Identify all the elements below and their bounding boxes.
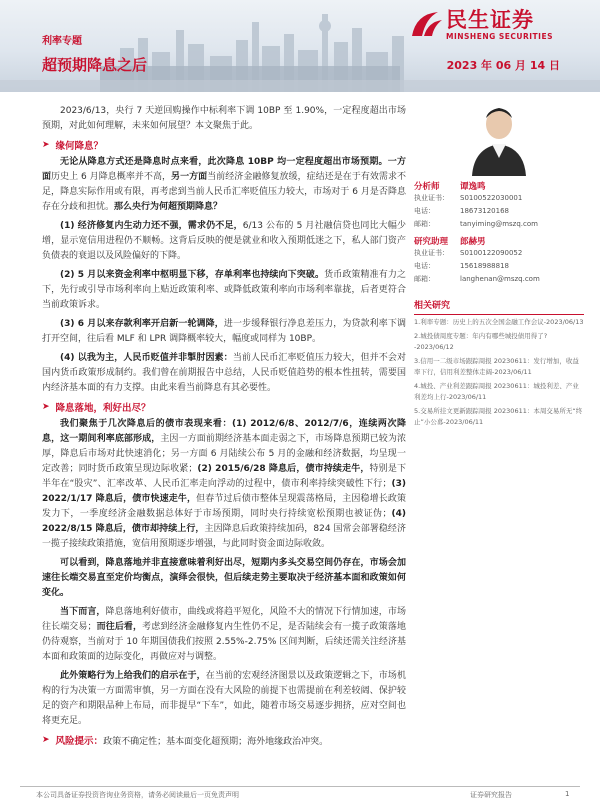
text: 降息落地利好债市，曲线或将趋平短化，风险不大的情况下行情加速，市场往长端交易； <box>42 607 406 632</box>
analyst-header <box>414 180 584 192</box>
company-logo <box>380 4 580 48</box>
text: 特别是下半年在“股灾”、汇率改革、人民币汇率走向浮动的过程中，债市利率持续突破性下行； <box>42 464 406 489</box>
report-type-tag: 利率专题 <box>42 36 82 47</box>
triangle-bullet-icon: ➤ <box>42 735 50 745</box>
assistant-cert <box>414 247 584 260</box>
report-date: 2023 年 06 月 14 日 <box>446 59 560 72</box>
minsheng-logo-icon <box>408 6 444 42</box>
bold-text: (2) 5 月以来资金利率中枢明显下移，存单利率也持续向下突破。 <box>60 270 325 280</box>
logo-text-cn: 民生证券 <box>446 8 534 32</box>
page-number: 1 <box>565 790 570 798</box>
related-item[interactable]: 1.利率专题：历史上的五次全国金融工作会议-2023/06/13 <box>414 318 584 326</box>
text: 历史上 6 月降息概率并不高， <box>51 172 172 182</box>
info-key: 电话： <box>414 207 435 215</box>
info-value: S0100122090052 <box>460 249 523 257</box>
analyst-photo <box>454 98 544 176</box>
risk-label: 风险提示： <box>55 736 104 747</box>
related-item[interactable]: 4.城投、产业利差跟踪周报 20230611：城投利差、产业利差均上行-2023/06/11 <box>414 381 579 401</box>
sidebar <box>414 98 584 429</box>
info-key: 执业证书： <box>414 194 449 202</box>
info-value: 15618988818 <box>460 262 509 270</box>
bold-text: 可以看到，降息落地并非直接意味着利好出尽，短期内多头交易空间仍存在，市场会加速往长端交易直至定价均衡点，演绎会很快，但后续走势主要取决于经济基本面和政策如何变化。 <box>42 558 406 598</box>
logo-text-en: MINSHENG SECURITIES <box>446 32 553 41</box>
paragraph <box>42 351 406 396</box>
analyst-name: 谭逸鸣 <box>460 182 486 192</box>
email-link[interactable]: tanyiming@mszq.com <box>460 220 538 228</box>
analyst-phone <box>414 205 584 218</box>
text: 主因一方面前期经济基本面走弱之下，市场降息预期已较为浓厚，降息后市场对此快速消化；另一方面 6 月陆续公布 5 月的金融和经济数据，均呈现一定改善；同时货币政策呈现边际收紧； <box>42 434 406 474</box>
email-link[interactable]: langhenan@mszq.com <box>460 275 540 283</box>
section-heading-why <box>42 138 406 152</box>
bold-text: (2) 2015/6/28 降息后，债市持续走牛， <box>197 464 370 474</box>
section-heading-after <box>42 400 406 414</box>
triangle-bullet-icon: ➤ <box>42 402 50 412</box>
info-key: 邮箱： <box>414 220 435 228</box>
report-body <box>42 104 406 750</box>
text: 进一步缓释银行净息差压力，为贷款利率下调打开空间，往后看 MLF 和 LPR 调降概率较大，幅度或同样为 10BP。 <box>42 319 406 344</box>
paragraph <box>42 556 406 601</box>
paragraph <box>42 268 406 313</box>
analyst-role: 分析师 <box>414 182 440 192</box>
bold-text: (3) 2022/1/17 降息后，债市快速走牛， <box>42 479 406 504</box>
related-item[interactable]: 5.交易所挂文更新跟踪周报 20230611：本周交易所无“终止”小公募-2023/06/11 <box>414 406 583 426</box>
bold-text: 我们聚焦于几次降息后的债市表现来看：(1) 2012/6/8、2012/7/6，连续两次降息，这一期间利率底部形成， <box>42 419 406 444</box>
analyst-email <box>414 218 584 231</box>
triangle-bullet-icon: ➤ <box>42 140 50 150</box>
bold-text: 那么央行为何超预期降息？ <box>114 202 223 212</box>
related-item[interactable]: 2.城投债周度专题：年内有哪些城投债用得了? -2023/06/12 <box>414 331 548 351</box>
assistant-phone <box>414 260 584 273</box>
bold-text: (4) 2022/8/15 降息后，债市却持续上行， <box>42 509 406 534</box>
section-title: 降息落地，利好出尽？ <box>55 403 151 414</box>
footer-divider <box>20 786 580 787</box>
text: 考虑到经济金融修复内生性仍不足，是否陆续会有一揽子政策落地仍待观察，当前对于 10 年期国债我们按照 2.55%-2.75% 区间判断，后续还需关注经济基本面和政策面的边际变化，再做应对与调整。 <box>42 622 406 662</box>
header-banner <box>0 0 600 92</box>
bold-text: 无论从降息方式还是降息时点来看，此次降息 10BP 均一定程度超出市场预期。一方面 <box>42 157 406 182</box>
analyst-cert <box>414 192 584 205</box>
section-title: 缘何降息？ <box>55 141 104 152</box>
assistant-email <box>414 273 584 286</box>
paragraph <box>42 155 406 215</box>
intro-paragraph: 2023/6/13，央行 7 天逆回购操作中标利率下调 10BP 至 1.90%，一定程度超出市场预期，对此如何理解，未来如何展望？本文聚焦于此。 <box>42 106 406 131</box>
bold-text: 此外策略行为上给我们的启示在于， <box>60 671 206 681</box>
bold-text: (4) 以我为主，人民币贬值并非掣肘因素： <box>60 353 233 363</box>
paragraph <box>42 669 406 729</box>
info-value: S0100522030001 <box>460 194 523 202</box>
info-key: 邮箱： <box>414 275 435 283</box>
bold-text: 而往后看， <box>96 622 143 632</box>
bold-text: (1) 经济修复内生动力还不强，需求仍不足， <box>60 221 243 231</box>
assistant-name: 郎赫男 <box>460 237 486 247</box>
bold-text: 当下而言， <box>60 607 106 617</box>
paragraph <box>42 417 406 552</box>
bold-text: (3) 6 月以来存款利率开启新一轮调降， <box>60 319 224 329</box>
text: 6/13 公布的 5 月社融信贷也同比大幅少增，显示宽信用进程仍不顺畅。这背后反映的便是就业和收入预期低迷之下，私人部门资产负债表的衰退以及风险偏好的下降。 <box>42 221 406 261</box>
risk-text: 政策不确定性；基本面变化超预期；海外地缘政治冲突。 <box>103 736 329 747</box>
risk-notice <box>42 733 406 747</box>
info-value: 18673120168 <box>460 207 509 215</box>
text: 但春节过后债市整体呈现震荡格局，主因稳增长政策发力下，一季度经济金融数据总体好于市场预期，同时央行持续宽松预期也被证伪； <box>42 494 406 519</box>
footer-label: 证券研究报告 <box>470 791 512 799</box>
info-key: 执业证书： <box>414 249 449 257</box>
bold-text: 另一方面 <box>171 172 208 182</box>
paragraph <box>42 219 406 264</box>
paragraph <box>42 317 406 347</box>
text: 当前人民币汇率贬值压力较大，但并不会对国内货币政策形成制约。我们曾在前期报告中总结，人民币贬值趋势的根本性扭转，需要国内经济基本面的有力支撑。由此来看当前降息有其必要性。 <box>42 353 406 393</box>
related-research-title: 相关研究 <box>414 298 584 315</box>
text: 货币政策精准有力之下，先行或引导市场利率向上贴近政策利率、或降低政策利率向市场利率靠拢，后者更符合当前政策诉求。 <box>42 270 406 310</box>
footer-disclaimer: 本公司具备证券投资咨询业务资格，请务必阅读最后一页免责声明 <box>36 791 239 799</box>
assistant-header <box>414 235 584 247</box>
info-key: 电话： <box>414 262 435 270</box>
paragraph <box>42 605 406 665</box>
assistant-role: 研究助理 <box>414 237 449 247</box>
text: 主因降息后政策持续加码，824 国常会部署稳经济一揽子接续政策措施，宽信用预期逐步增强，与此同时资金面边际收敛。 <box>42 524 406 549</box>
text: 在当前的宏观经济图景以及政策逻辑之下，市场机构的行为决策一方面需审慎，另一方面在没有大风险的前提下也需提前在利差较阔、保护较足的资产和期限品种上布局，而非提早“下车”，如此，随着市场交易逐步拥挤，应对空间也将更充足。 <box>42 671 406 726</box>
related-item[interactable]: 3.信用一二级市场跟踪周报 20230611：发行增加，收益率下行，信用利差整体走阔-2023/06/11 <box>414 356 579 376</box>
text: 当前经济金融修复放缓，症结还是在于有效需求不足，降息实际作用或有限，再考虑到当前人民币汇率贬值压力较大，市场对于 6 月是否降息存在分歧和担忧。 <box>42 172 406 212</box>
report-title: 超预期降息之后 <box>42 56 148 74</box>
